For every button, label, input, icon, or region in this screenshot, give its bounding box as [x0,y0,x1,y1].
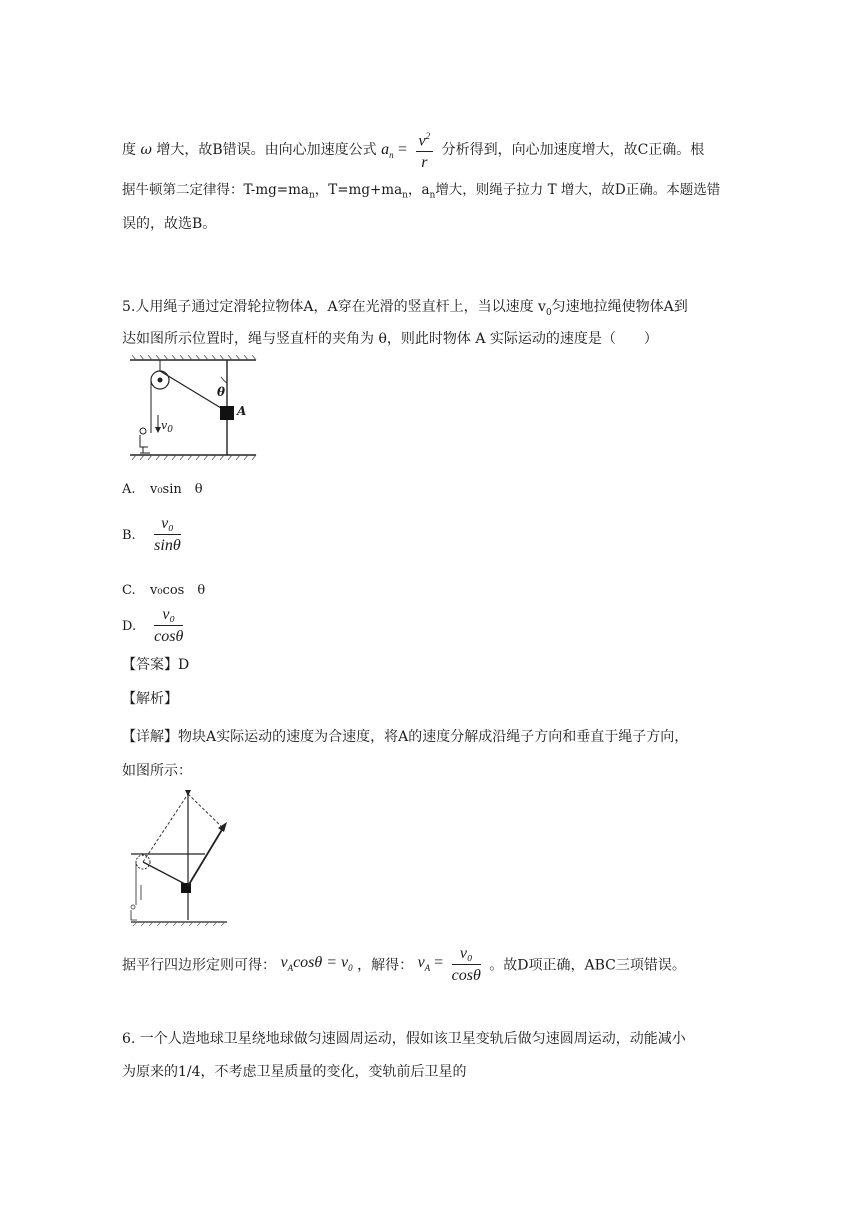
equals: = [398,141,408,159]
q6-line1: 6. 一个人造地球卫星绕地球做匀速圆周运动，假如该卫星变轨后做匀速圆周运动，动能减小 [122,1031,686,1047]
q6-line2: 为原来的1/4，不考虑卫星质量的变化，变轨前后卫星的 [122,1064,467,1080]
text: 度 [122,142,136,159]
an-symbol: $a_n$ [381,141,394,161]
text: 据牛顿第二定律得：T-mg=ma [122,182,309,198]
figure-A-label: A [237,404,247,418]
text: 增大，故B错误。由向心加速度公式 [156,142,377,159]
text: 分析得到，向心加速度增大，故C正确。根 [441,142,705,159]
omega-symbol: ω [140,142,152,159]
option-C: C. v₀cos θ [122,583,206,598]
conclusion-line: 据平行四边形定则可得： $v_A\cos\theta = v_0$ ，解得： $v_A$ = $\frac{\text{v₀}}{\cos\theta}$ 。故D项正确，ABC三项错误。 [122,944,686,987]
p1-line2: 据牛顿第二定律得：$T-mg=ma_n$，$T=mg+ma_n$，$a_n$增大，则绳子拉力 T 增大，故D正确。本题选错 [122,182,721,201]
figure-v0-label: $v_0$ [161,419,173,436]
option-B: B. $\frac{\text{v₀}}{\sin\theta}$ [122,515,181,554]
text: 误的，故选B。 [122,216,217,232]
q5-line1: 5.人用绳子通过定滑轮拉物体A，A穿在光滑的竖直杆上，当以速度 $v_0$匀速地拉绳使物体A到 [122,299,688,318]
vector-decomposition-figure [127,790,237,932]
option-A: A. v₀sin θ [122,482,203,497]
figure-theta-label: θ [217,385,226,399]
v2-over-r-fraction: $\frac{v^2}{r}$ [416,126,434,174]
answer-label: 【答案】D [122,657,190,673]
p1-line1 [122,126,704,174]
option-D: D. $\frac{\text{v₀}}{\cos\theta}$ [122,606,184,645]
detail-line2: 如图所示： [122,763,192,779]
detail-line1: 【详解】物块A实际运动的速度为合速度，将A的速度分解成沿绳子方向和垂直于绳子方向， [122,729,689,745]
analysis-label: 【解析】 [122,691,178,707]
p1-line3 [122,214,216,234]
q5-line2: 达如图所示位置时，绳与竖直杆的夹角为 θ，则此时物体 A 实际运动的速度是（ ） [122,331,658,347]
vA-fraction: $\frac{\text{v₀}}{\cos\theta}$ [451,945,481,984]
